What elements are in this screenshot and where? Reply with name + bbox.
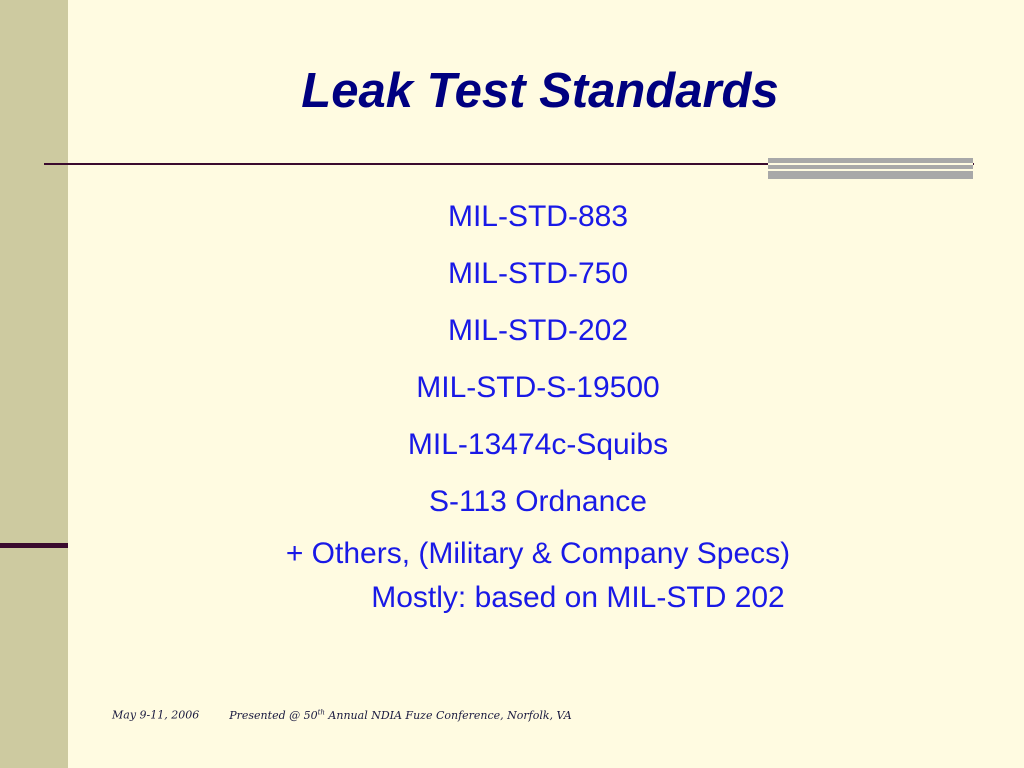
side-bar-accent xyxy=(0,543,68,548)
list-item: MIL-STD-750 xyxy=(447,257,629,290)
others-note: Mostly: based on MIL-STD 202 xyxy=(371,581,785,614)
slide-footer xyxy=(112,708,572,722)
side-bar xyxy=(0,0,68,768)
others-line: + Others, (Military & Company Specs) xyxy=(285,537,791,570)
standards-list xyxy=(68,188,1008,622)
footer-date: May 9-11, 2006 xyxy=(112,708,200,722)
footer-ordinal: th xyxy=(317,708,325,716)
footer-presented-suffix: Annual NDIA Fuze Conference, Norfolk, VA xyxy=(324,708,572,722)
list-item: MIL-STD-202 xyxy=(447,314,629,347)
footer-presented xyxy=(229,709,571,722)
list-item-others xyxy=(68,530,1008,622)
slide-title: Leak Test Standards xyxy=(301,64,779,118)
list-item: MIL-STD-S-19500 xyxy=(416,371,660,404)
list-item: S-113 Ordnance xyxy=(429,485,647,518)
footer-presented-prefix: Presented @ 50 xyxy=(229,708,318,722)
list-item: MIL-13474c-Squibs xyxy=(407,428,669,461)
divider-accent xyxy=(768,158,973,179)
list-item: MIL-STD-883 xyxy=(447,200,629,233)
